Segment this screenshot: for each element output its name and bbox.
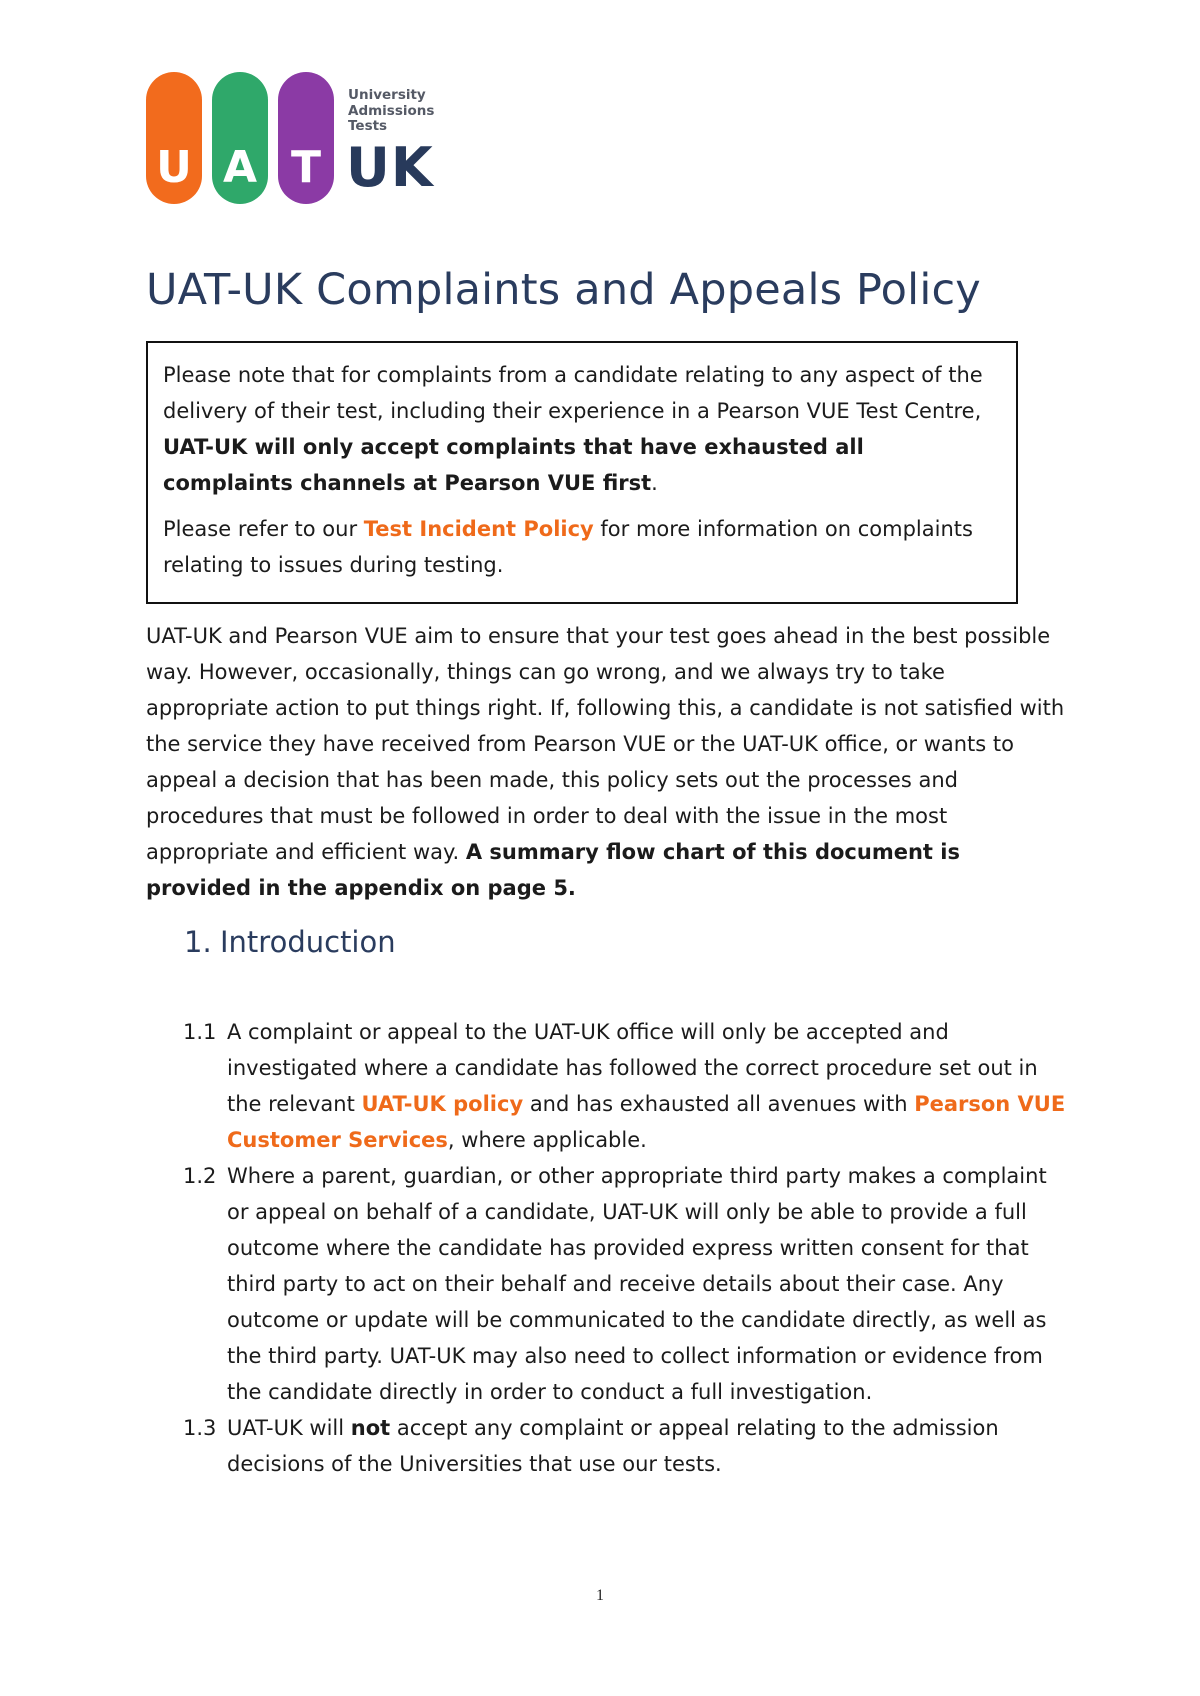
logo-uk-text: UK (346, 136, 434, 199)
clause-text: Where a parent, guardian, or other appropriate third party makes a complaint or appeal on behalf of a candidate, UAT-UK will only be able to provide a full outcome where the candidate has provided express written consent for that third party to act on their behalf and receive details about their case. Any outcome or update will be communicated to the candidate directly, as well as the third party. UAT-UK may also need to collect information or evidence from the candidate directly in order to conduct a full investigation. (227, 1164, 1047, 1404)
clause-number: 1.1 (183, 1020, 217, 1044)
section-heading-introduction (184, 922, 396, 962)
notice-paragraph-2 (163, 511, 1000, 583)
notice-paragraph-1 (163, 357, 1000, 501)
section-title: Introduction (220, 925, 396, 959)
uat-uk-logo (146, 72, 466, 204)
clause-text: , where applicable. (447, 1128, 647, 1152)
section-number: 1. (184, 925, 212, 959)
intro-text: UAT-UK and Pearson VUE aim to ensure that your test goes ahead in the best possible way. However, occasionally, things can go wrong, and we always try to take appropriate action to put things right. If, following this, a candidate is not satisfied with the service they have received from Pearson VUE or the UAT-UK office, or wants to appeal a decision that has been made, this policy sets out the processes and procedures that must be followed in order to deal with the issue in the most appropriate and efficient way. (146, 624, 1065, 864)
notice-bold-text: UAT-UK will only accept complaints that have exhausted all complaints channels at Pearson VUE first (163, 435, 864, 495)
logo-letter-u: U (156, 142, 192, 193)
notice-text: for more information on complaints relating to issues during testing. (163, 517, 973, 577)
clause-list (146, 1014, 1066, 1482)
intro-bold-text: A summary flow chart of this document is provided in the appendix on page 5. (146, 840, 960, 900)
logo-letter-a: A (222, 142, 258, 193)
logo-tagline-line: Admissions (348, 102, 435, 119)
logo-pill-t (278, 72, 334, 204)
logo-tagline-line: Tests (348, 118, 388, 134)
clause-text: A complaint or appeal to the UAT-UK office will only be accepted and investigated where a candidate has followed the correct procedure set out in the relevant (227, 1020, 1038, 1116)
clause-bold-text: not (350, 1416, 391, 1440)
intro-paragraph (146, 618, 1066, 906)
clause-1-1 (146, 1014, 1066, 1158)
logo-tagline (348, 88, 466, 135)
clause-number: 1.2 (183, 1164, 217, 1188)
clause-number: 1.3 (183, 1416, 217, 1440)
test-incident-policy-link[interactable]: Test Incident Policy (363, 517, 594, 541)
pearson-vue-customer-services-link[interactable]: Pearson VUE Customer Services (227, 1092, 1066, 1152)
page-title: UAT-UK Complaints and Appeals Policy (146, 265, 981, 315)
uat-uk-policy-link[interactable]: UAT-UK policy (361, 1092, 524, 1116)
logo-pill-u (146, 72, 202, 204)
clause-1-3 (146, 1410, 1066, 1482)
notice-text: Please note that for complaints from a candidate relating to any aspect of the delivery of their test, including their experience in a Pearson VUE Test Centre, (163, 363, 983, 423)
clause-text: accept any complaint or appeal relating to the admission decisions of the Universities that use our tests. (227, 1416, 999, 1476)
notice-period: . (651, 471, 658, 495)
clause-text: UAT-UK will (227, 1416, 351, 1440)
notice-box (146, 341, 1018, 604)
clause-1-2 (146, 1158, 1066, 1410)
page-number: 1 (596, 1587, 604, 1604)
logo-pill-a (212, 72, 268, 204)
notice-text: Please refer to our (163, 517, 364, 541)
logo-letter-t: T (290, 142, 321, 193)
clause-text: and has exhausted all avenues with (523, 1092, 915, 1116)
logo-tagline-line: University (348, 87, 426, 103)
